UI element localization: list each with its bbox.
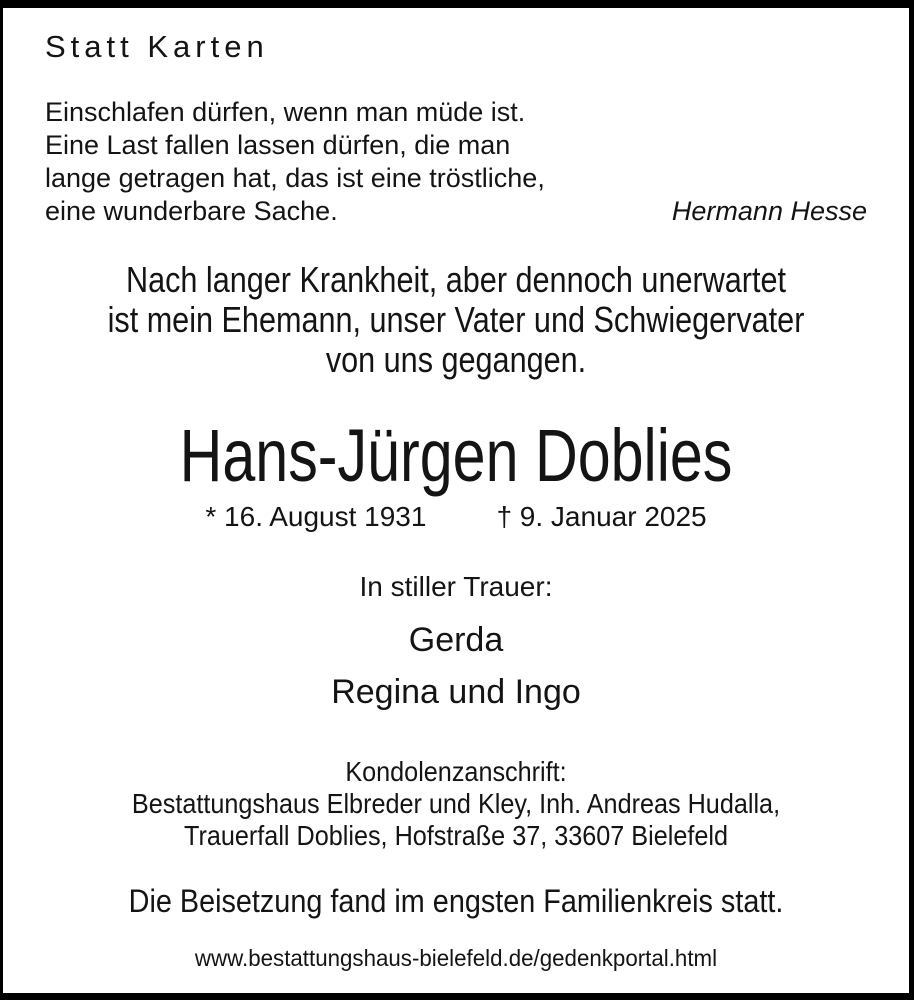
- announcement-line: von uns gegangen.: [325, 339, 587, 380]
- quote-attribution: Hermann Hesse: [671, 196, 867, 226]
- mourning-intro: In stiller Trauer:: [359, 571, 553, 602]
- announcement-text: [71, 260, 841, 380]
- condolence-line: Bestattungshaus Elbreder und Kley, Inh. Andreas Hudalla,: [131, 788, 781, 819]
- quote-line: lange getragen hat, das ist eine tröstliche,: [45, 163, 545, 193]
- quote-line: eine wunderbare Sache.: [45, 196, 338, 226]
- memorial-url: www.bestattungshaus-bielefeld.de/gedenkportal.html: [194, 945, 718, 971]
- deceased-name: Hans-Jürgen Doblies: [179, 414, 733, 497]
- announcement-line: ist mein Ehemann, unser Vater und Schwiegervater: [107, 299, 805, 340]
- condolence-title: Kondolenzanschrift:: [345, 756, 567, 787]
- death-date: † 9. Januar 2025: [496, 501, 707, 532]
- mourner-name: Regina und Ingo: [331, 673, 581, 711]
- mourner-name: Gerda: [408, 621, 504, 659]
- notice-header: Statt Karten: [45, 29, 269, 64]
- condolence-block: [48, 756, 863, 852]
- quote-last-row: [45, 195, 867, 228]
- quote-line: Eine Last fallen lassen dürfen, die man: [45, 130, 511, 160]
- announcement-line: Nach langer Krankheit, aber dennoch unerwartet: [125, 259, 786, 300]
- quote-block: [45, 96, 867, 228]
- life-dates: [3, 500, 909, 534]
- quote-line: Einschlafen dürfen, wenn man müde ist.: [45, 97, 526, 127]
- condolence-line: Trauerfall Doblies, Hofstraße 37, 33607 Bielefeld: [184, 820, 728, 851]
- birth-date: * 16. August 1931: [205, 501, 427, 532]
- funeral-note: Die Beisetzung fand im engsten Familienkreis statt.: [128, 883, 784, 919]
